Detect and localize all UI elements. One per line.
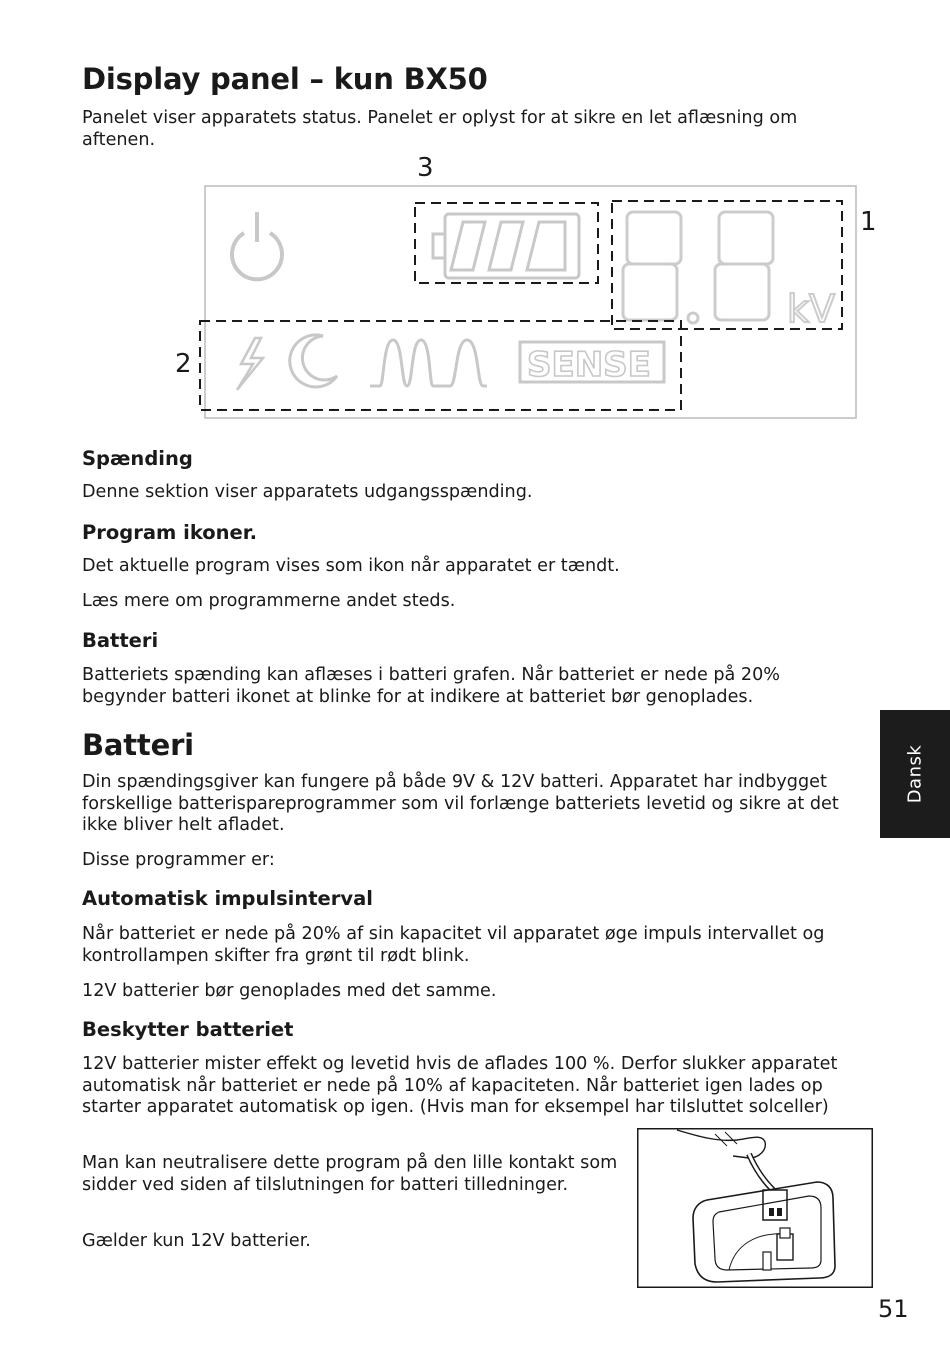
section-text-batteri-display: Batteriets spænding kan aflæses i batteri grafen. Når batteriet er nede på 20% begynder batteri ikonet at blinke for at indikere at batteriet bør genoplades. (82, 665, 781, 707)
section-title-protect: Beskytter batteriet (82, 1018, 294, 1041)
heading-batteri: Batteri (82, 728, 194, 762)
battery-connector-illustration (637, 1128, 873, 1288)
section-text-auto-2: 12V batterier bør genoplades med det samme. (82, 981, 497, 1001)
section-title-auto: Automatisk impulsinterval (82, 887, 373, 910)
battery-icon (433, 214, 579, 278)
section-title-spaending: Spænding (82, 447, 193, 470)
section-text-auto-1: Når batteriet er nede på 20% af sin kapacitet vil apparatet øge impuls intervallet og kontrollampen skifter fra grønt til rødt blink. (82, 924, 825, 966)
section-text-protect-3: Gælder kun 12V batterier. (82, 1231, 311, 1251)
display-panel-figure (165, 150, 885, 425)
callout-3: 3 (417, 153, 434, 183)
unit-label: kV (787, 287, 836, 331)
page-title: Display panel – kun BX50 (82, 62, 488, 96)
section-text-spaending: Denne sektion viser apparatets udgangsspænding. (82, 482, 533, 502)
moon-icon (290, 335, 337, 387)
section-text-protect-1: 12V batterier mister effekt og levetid hvis de aflades 100 %. Derfor slukker apparatet automatisk når batteriet er nede på 10% af kapaciteten. Når batteriet igen lades op starter apparatet automatisk op igen. (Hvis man for eksempel har tilsluttet solceller) (82, 1054, 838, 1117)
batteri-intro: Din spændingsgiver kan fungere på både 9V & 12V batteri. Apparatet har indbygget forskellige batterispareprogrammer som vil forlænge batteriets levetid og sikre at det ikke bliver helt afladet. (82, 772, 839, 835)
batteri-list-intro: Disse programmer er: (82, 850, 275, 870)
intro-text: Panelet viser apparatets status. Panelet er oplyst for at sikre en let aflæsning om aftenen. (82, 108, 798, 150)
section-title-program: Program ikoner. (82, 521, 258, 544)
language-tab (880, 710, 950, 838)
section-text-program-1: Det aktuelle program vises som ikon når apparatet er tændt. (82, 556, 620, 576)
callout-1: 1 (860, 207, 877, 237)
page-number: 51 (878, 1295, 909, 1323)
sense-label: SENSE (527, 345, 651, 385)
callout-2: 2 (175, 349, 192, 379)
section-text-program-2: Læs mere om programmerne andet steds. (82, 591, 456, 611)
pulse-icon (370, 340, 487, 386)
power-icon (232, 212, 282, 279)
language-tab-label: Dansk (904, 744, 926, 804)
voltage-digits (623, 212, 773, 323)
lightning-icon (237, 338, 263, 390)
section-text-protect-2: Man kan neutralisere dette program på den lille kontakt som sidder ved siden af tilslutningen for batteri tilledninger. (82, 1153, 618, 1195)
section-title-batteri-display: Batteri (82, 629, 159, 652)
